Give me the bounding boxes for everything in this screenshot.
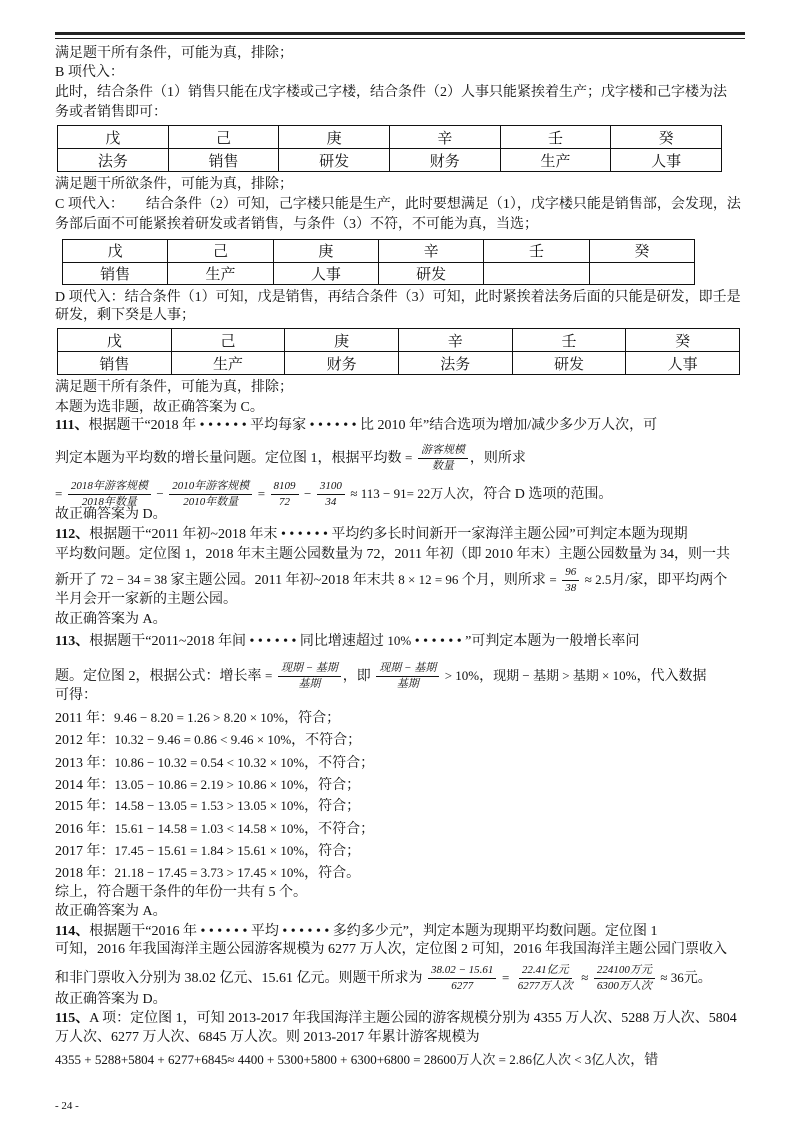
- math-expression: 21.18 − 17.45 = 3.73 > 17.45 × 10%: [114, 865, 305, 880]
- option-b-table: [57, 125, 722, 172]
- year-check-row: [55, 863, 360, 883]
- table-header-cell: 辛: [378, 240, 483, 263]
- table-header-cell: 辛: [398, 329, 512, 352]
- math-expression: 9.46 − 8.20 = 1.26 > 8.20 × 10%: [113, 710, 285, 725]
- growth-rate-fraction: [376, 662, 439, 691]
- table-header-cell: 壬: [512, 329, 626, 352]
- minus-sign: −: [304, 486, 312, 501]
- fraction-numerator: 96: [562, 566, 579, 581]
- table-header-cell: 辛: [389, 126, 500, 149]
- table-header-cell: 壬: [484, 240, 589, 263]
- answer-line: 故正确答案为 A。: [55, 612, 167, 627]
- year-label: 2011 年：: [55, 711, 114, 726]
- percent-value: 10%: [387, 633, 412, 648]
- question-text: 新开了: [55, 573, 97, 588]
- check-result: ，符合；: [304, 799, 361, 814]
- table-header-cell: 壬: [500, 126, 611, 149]
- question-111-line: [55, 416, 657, 436]
- year-check-row: [55, 775, 360, 795]
- table-cell: 人事: [611, 149, 722, 172]
- question-115-line: [55, 1009, 737, 1029]
- fraction: [428, 964, 496, 993]
- paragraph-line: [55, 288, 741, 308]
- question-text: 家主题公园。2011 年初~2018 年末共: [170, 573, 395, 588]
- fraction: [515, 964, 576, 993]
- fraction-numerator: 现期 − 基期: [278, 662, 341, 677]
- question-text: 个月，则所求: [461, 573, 546, 588]
- fraction-denominator: 38: [565, 582, 577, 595]
- question-text: ，: [479, 669, 494, 684]
- question-text: • • • • • • ”可判定本题为一般增长率问: [414, 634, 640, 649]
- table-header-row: [63, 240, 695, 263]
- answer-line: 本题为选非题，故正确答案为 C。: [55, 400, 264, 415]
- option-d-label: D 项代入：: [55, 290, 125, 305]
- question-text: 根据题干“2011~2018 年间 • • • • • • 同比增速超过: [89, 634, 384, 649]
- math-expression: 72 − 34 = 38: [100, 572, 168, 587]
- paragraph-line: 研发，剩下癸是人事；: [55, 308, 195, 323]
- table-header-cell: 戊: [63, 240, 168, 263]
- option-c-table: [62, 239, 695, 285]
- table-header-cell: 庚: [279, 126, 390, 149]
- fraction-numerator: 224100万元: [594, 964, 655, 979]
- question-text: ，错: [630, 1053, 659, 1068]
- fraction-numerator: 2010年游客规模: [169, 480, 252, 495]
- option-c-text: 结合条件（2）可知，己字楼只能是生产，此时要想满足（1），戊字楼只能是销售部，会发现，法: [145, 197, 741, 212]
- math-expression: 10.32 − 9.46 = 0.86 < 9.46 × 10%: [114, 732, 292, 747]
- table-cell: 生产: [500, 149, 611, 172]
- option-d-text: 结合条件（1）可知，戊是销售，再结合条件（3）可知，此时紧挨着法务后面的只能是研发，即壬是: [124, 290, 741, 305]
- equals-sign: =: [55, 486, 63, 501]
- question-114-line: [55, 922, 657, 942]
- growth-rate-fraction: [278, 662, 341, 691]
- table-row: [63, 262, 695, 285]
- math-expression: 14.58 − 13.05 = 1.53 > 13.05 × 10%: [114, 798, 305, 813]
- page-number: - 24 -: [55, 1100, 79, 1112]
- fraction-numerator: 2018年游客规模: [68, 480, 151, 495]
- equals-sign: =: [265, 668, 273, 683]
- fraction: [317, 480, 345, 509]
- fraction-denominator: 6277: [451, 980, 474, 993]
- math-expression: ≈ 113 − 91= 22万人次: [350, 486, 470, 501]
- paragraph-line: 此时，结合条件（1）销售只能在戊字楼或己字楼，结合条件（2）人事只能紧挨着生产；戊字楼和己字楼为法: [55, 85, 727, 100]
- fraction-numerator: 3100: [317, 480, 345, 495]
- math-expression: 15.61 − 14.58 = 1.03 < 14.58 × 10%: [114, 821, 305, 836]
- table-cell-empty: [589, 262, 694, 285]
- question-113-line: [55, 631, 639, 651]
- fraction: [271, 480, 299, 509]
- question-number: 111、: [55, 418, 89, 433]
- table-header-row: [58, 329, 740, 352]
- table-cell: 人事: [273, 262, 378, 285]
- formula-line: [55, 659, 706, 693]
- answer-line: 故正确答案为 D。: [55, 507, 167, 522]
- table-cell: 生产: [171, 352, 285, 375]
- table-cell: 销售: [58, 352, 172, 375]
- answer-line: 故正确答案为 A。: [55, 904, 167, 919]
- check-result: ，符合。: [304, 866, 361, 881]
- question-number: 113、: [55, 634, 90, 649]
- question-text: A 项：定位图 1，可知 2013-2017 年我国海洋主题公园的游客规模分别为 4355 万人次、5288 万人次、5804: [89, 1011, 737, 1026]
- paragraph-line: 务部后面不可能紧挨着研发或者销售，与条件（3）不符，不可能为真，当选；: [55, 217, 538, 232]
- table-header-cell: 癸: [611, 126, 722, 149]
- answer-line: 故正确答案为 D。: [55, 992, 167, 1007]
- summary-line: 综上，符合题干条件的年份一共有 5 个。: [55, 885, 307, 900]
- year-check-row: [55, 708, 340, 728]
- table-cell: 财务: [285, 352, 399, 375]
- table-row: [58, 352, 740, 375]
- paragraph-line: 满足题干所欲条件，可能为真，排除；: [55, 177, 293, 192]
- minus-sign: −: [156, 486, 164, 501]
- option-b-label: B 项代入：: [55, 65, 124, 80]
- year-label: 2013 年：: [55, 756, 115, 771]
- header-rule-thin: [55, 38, 745, 39]
- paragraph-line: [55, 195, 741, 215]
- question-text: 根据题干“2018 年 • • • • • • 平均每家 • • • • • • 比 2010 年”结合选项为增加/减少多少万人次，可: [88, 418, 658, 433]
- paragraph-line: 满足题干所有条件，可能为真，排除；: [55, 380, 293, 395]
- equals-sign: =: [549, 572, 557, 587]
- paragraph-line: 满足题干所有条件，可能为真，排除；: [55, 46, 293, 61]
- fraction-denominator: 基期: [298, 678, 321, 691]
- year-check-row: [55, 819, 374, 839]
- check-result: ，不符合；: [291, 733, 362, 748]
- table-cell: 财务: [389, 149, 500, 172]
- fraction: [562, 566, 579, 595]
- math-expression: 13.05 − 10.86 = 2.19 > 10.86 × 10%: [114, 777, 305, 792]
- formula-line: [55, 440, 526, 476]
- year-label: 2012 年：: [55, 733, 115, 748]
- fraction-denominator: 72: [279, 496, 291, 509]
- fraction-denominator: 数量: [431, 460, 454, 473]
- check-result: ，符合；: [304, 778, 361, 793]
- table-cell: 研发: [279, 149, 390, 172]
- math-expression: 8 × 12 = 96: [398, 572, 459, 587]
- question-text: 元。: [683, 971, 712, 986]
- table-header-cell: 癸: [626, 329, 740, 352]
- option-c-label: C 项代入：: [55, 197, 124, 212]
- paragraph-line: 半月会开一家新的主题公园。: [55, 592, 237, 607]
- table-cell: 销售: [63, 262, 168, 285]
- table-cell: 法务: [398, 352, 512, 375]
- table-header-cell: 己: [171, 329, 285, 352]
- table-cell: 法务: [58, 149, 169, 172]
- check-result: ，符合；: [304, 844, 361, 859]
- table-header-cell: 己: [168, 240, 273, 263]
- math-expression: 现期 − 基期 > 基期 × 10%: [493, 668, 637, 683]
- math-expression: > 10%: [444, 668, 480, 683]
- paragraph-line: 可得：: [55, 688, 97, 703]
- year-label: 2014 年：: [55, 778, 115, 793]
- check-result: ，不符合；: [304, 756, 375, 771]
- equals-sign: =: [501, 970, 510, 985]
- question-text: 判定本题为平均数的增长量问题。定位图 1，根据平均数: [55, 451, 402, 466]
- fraction-numerator: 38.02 − 15.61: [428, 964, 496, 979]
- math-expression: 10.86 − 10.32 = 0.54 < 10.32 × 10%: [114, 755, 305, 770]
- table-row: [58, 149, 722, 172]
- year-label: 2016 年：: [55, 822, 115, 837]
- question-number: 112、: [55, 527, 90, 542]
- fraction-denominator: 2010年数量: [183, 496, 239, 509]
- year-label: 2017 年：: [55, 844, 115, 859]
- paragraph-line: 万人次、6277 万人次、6845 万人次。则 2013-2017 年累计游客规模为: [55, 1030, 480, 1045]
- table-cell: 销售: [168, 149, 279, 172]
- question-text: ，则所求: [469, 451, 526, 466]
- table-cell-empty: [484, 262, 589, 285]
- calculation-line: [55, 1050, 658, 1070]
- year-check-row: [55, 841, 360, 861]
- equals-sign: =: [405, 450, 413, 465]
- fraction-denominator: 6277万人次: [517, 980, 573, 993]
- table-header-row: [58, 126, 722, 149]
- question-number: 114、: [55, 924, 90, 939]
- average-formula-fraction: [418, 444, 468, 473]
- check-result: ，不符合；: [304, 822, 375, 837]
- question-text: ，代入数据: [636, 669, 707, 684]
- table-header-cell: 己: [168, 126, 279, 149]
- year-check-row: [55, 753, 374, 773]
- question-text: 根据题干“2016 年 • • • • • • 平均 • • • • • • 多约多少元”，判定本题为现期平均数问题。定位图 1: [89, 924, 658, 939]
- fraction-numerator: 8109: [271, 480, 299, 495]
- fraction-numerator: 游客规模: [418, 444, 468, 459]
- equals-sign: =: [257, 486, 266, 501]
- question-112-line: [55, 525, 688, 545]
- table-header-cell: 戊: [58, 126, 169, 149]
- question-text: 月/家，即平均两个: [611, 573, 728, 588]
- table-header-cell: 庚: [273, 240, 378, 263]
- table-header-cell: 戊: [58, 329, 172, 352]
- option-d-table: [57, 328, 740, 375]
- math-expression: 17.45 − 15.61 = 1.84 > 15.61 × 10%: [114, 843, 305, 858]
- question-text: 题。定位图 2，根据公式：增长率: [55, 669, 262, 684]
- paragraph-line: 平均数问题。定位图 1，2018 年末主题公园数量为 72，2011 年初（即 2010 年末）主题公园数量为 34，则一共: [55, 547, 730, 562]
- question-text: ，即: [342, 669, 371, 684]
- fraction: [169, 480, 252, 509]
- table-cell: 人事: [626, 352, 740, 375]
- table-cell: 生产: [168, 262, 273, 285]
- fraction-denominator: 6300万人次: [596, 980, 652, 993]
- approx-sign: ≈: [581, 970, 589, 985]
- table-cell: 研发: [512, 352, 626, 375]
- fraction-numerator: 22.41亿元: [519, 964, 572, 979]
- fraction-denominator: 34: [325, 496, 337, 509]
- check-result: ，符合；: [284, 711, 341, 726]
- table-cell: 研发: [378, 262, 483, 285]
- question-text: ，符合 D 选项的范围。: [469, 487, 613, 502]
- math-expression: 4355 + 5288+5804 + 6277+6845≈ 4400 + 5300+5800 + 6300+6800 = 28600万人次 = 2.86亿人次 < 3亿人次: [55, 1052, 631, 1067]
- year-check-row: [55, 796, 360, 816]
- math-expression: ≈ 36: [660, 970, 684, 985]
- paragraph-line: 可知，2016 年我国海洋主题公园游客规模为 6277 万人次，定位图 2 可知，2016 年我国海洋主题公园门票收入: [55, 942, 727, 957]
- fraction: [594, 964, 655, 993]
- year-label: 2018 年：: [55, 866, 115, 881]
- header-rule-thick: [55, 32, 745, 35]
- table-header-cell: 癸: [589, 240, 694, 263]
- paragraph-line: 务或者销售即可：: [55, 105, 167, 120]
- fraction-denominator: 基期: [396, 678, 419, 691]
- question-text: 和非门票收入分别为 38.02 亿元、15.61 亿元。则题干所求为: [55, 971, 423, 986]
- fraction-denominator: 2018年数量: [81, 496, 137, 509]
- fraction-numerator: 现期 − 基期: [376, 662, 439, 677]
- question-number: 115、: [55, 1011, 90, 1026]
- year-check-row: [55, 730, 361, 750]
- question-text: 根据题干“2011 年初~2018 年末 • • • • • • 平均约多长时间新开一家海洋主题公园”可判定本题为现期: [89, 527, 688, 542]
- math-expression: ≈ 2.5: [584, 572, 612, 587]
- year-label: 2015 年：: [55, 799, 115, 814]
- table-header-cell: 庚: [285, 329, 399, 352]
